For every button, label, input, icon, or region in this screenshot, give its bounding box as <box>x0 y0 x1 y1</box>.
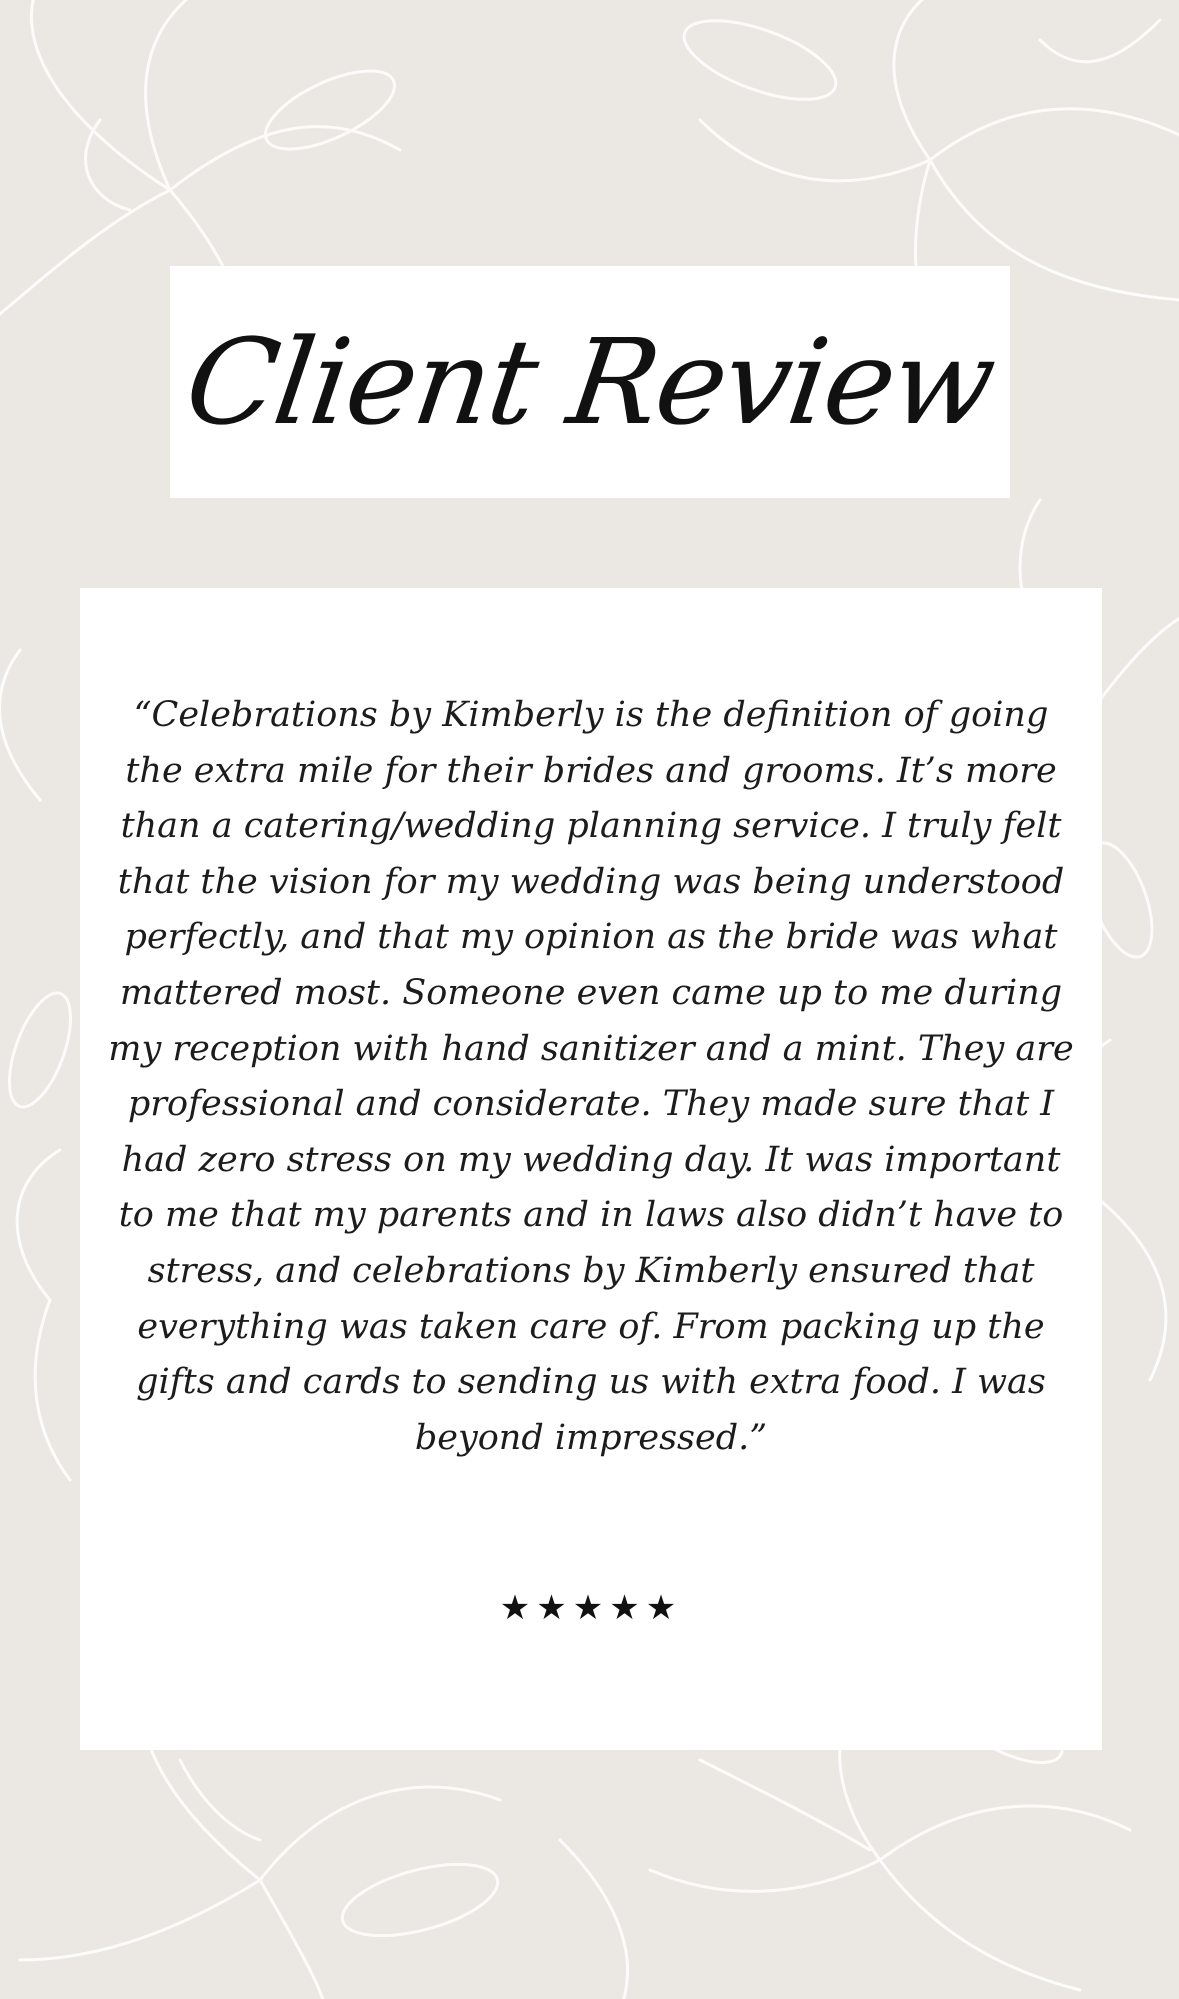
review-card <box>80 588 1102 1750</box>
star-icon: ★ <box>499 1588 537 1628</box>
review-quote: “Celebrations by Kimberly is the definition of going the extra mile for their brides and grooms. It’s more than a catering/wedding planning service. I truly felt that the vision for my wedding was being understood perfectly, and that my opinion as the bride was what mattered most. Someone even came up to me during my reception with hand sanitizer and a mint. They are professional and considerate. They made sure that I had zero stress on my wedding day. It was important to me that my parents and in laws also didn’t have to stress, and celebrations by Kimberly ensured that everything was taken care of. From packing up the gifts and cards to sending us with extra food. I was beyond impressed.” <box>108 695 1074 1458</box>
page-title: Client Review <box>178 313 1002 451</box>
star-icon: ★ <box>536 1588 573 1628</box>
star-rating <box>80 1588 1102 1628</box>
star-icon: ★ <box>645 1588 683 1628</box>
star-icon: ★ <box>572 1588 610 1628</box>
star-icon: ★ <box>609 1588 646 1628</box>
title-card <box>170 266 1010 498</box>
